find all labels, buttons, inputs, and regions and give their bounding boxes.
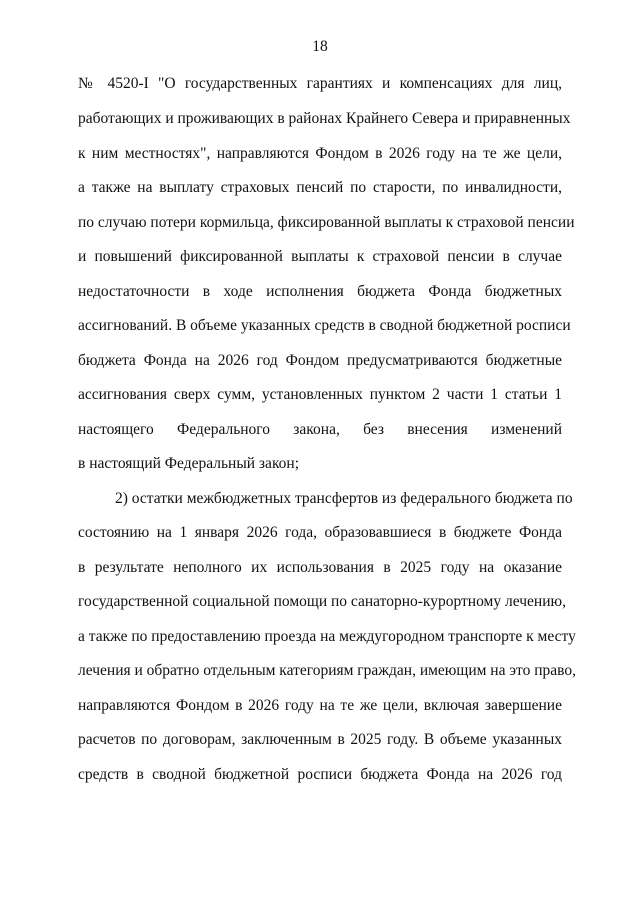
page-number: 18 bbox=[312, 38, 328, 55]
text-line: настоящего Федерального закона, без внесения изменений bbox=[78, 421, 562, 438]
text-line: средств в сводной бюджетной росписи бюджета Фонда на 2026 год bbox=[78, 766, 562, 783]
text-line: № 4520-I "О государственных гарантиях и компенсациях для лиц, bbox=[78, 75, 562, 92]
paragraph-first-line: 2) остатки межбюджетных трансфертов из федерального бюджета по bbox=[115, 490, 573, 507]
text-line: ассигнования сверх сумм, установленных пунктом 2 части 1 статьи 1 bbox=[78, 386, 562, 403]
text-line: бюджета Фонда на 2026 год Фондом предусматриваются бюджетные bbox=[78, 352, 562, 369]
text-line: к ним местностях", направляются Фондом в 2026 году на те же цели, bbox=[78, 145, 562, 162]
text-line: государственной социальной помощи по санаторно-курортному лечению, bbox=[78, 593, 566, 610]
text-line: а также по предоставлению проезда на междугородном транспорте к месту bbox=[78, 628, 576, 645]
text-line: состоянию на 1 января 2026 года, образовавшиеся в бюджете Фонда bbox=[78, 524, 562, 541]
text-line: по случаю потери кормильца, фиксированной выплаты к страховой пенсии bbox=[78, 214, 575, 231]
text-line: а также на выплату страховых пенсий по старости, по инвалидности, bbox=[78, 179, 562, 196]
text-line: направляются Фондом в 2026 году на те же цели, включая завершение bbox=[78, 697, 562, 714]
text-line: ассигнований. В объеме указанных средств в сводной бюджетной росписи bbox=[78, 317, 571, 334]
text-line: и повышений фиксированной выплаты к страховой пенсии в случае bbox=[78, 248, 562, 265]
text-line: недостаточности в ходе исполнения бюджета Фонда бюджетных bbox=[78, 283, 562, 300]
text-line: в результате неполного их использования в 2025 году на оказание bbox=[78, 559, 562, 576]
text-line: лечения и обратно отдельным категориям граждан, имеющим на это право, bbox=[78, 662, 576, 679]
text-line: в настоящий Федеральный закон; bbox=[78, 455, 300, 472]
text-line: работающих и проживающих в районах Крайнего Севера и приравненных bbox=[78, 110, 571, 127]
text-line: расчетов по договорам, заключенным в 2025 году. В объеме указанных bbox=[78, 731, 562, 748]
